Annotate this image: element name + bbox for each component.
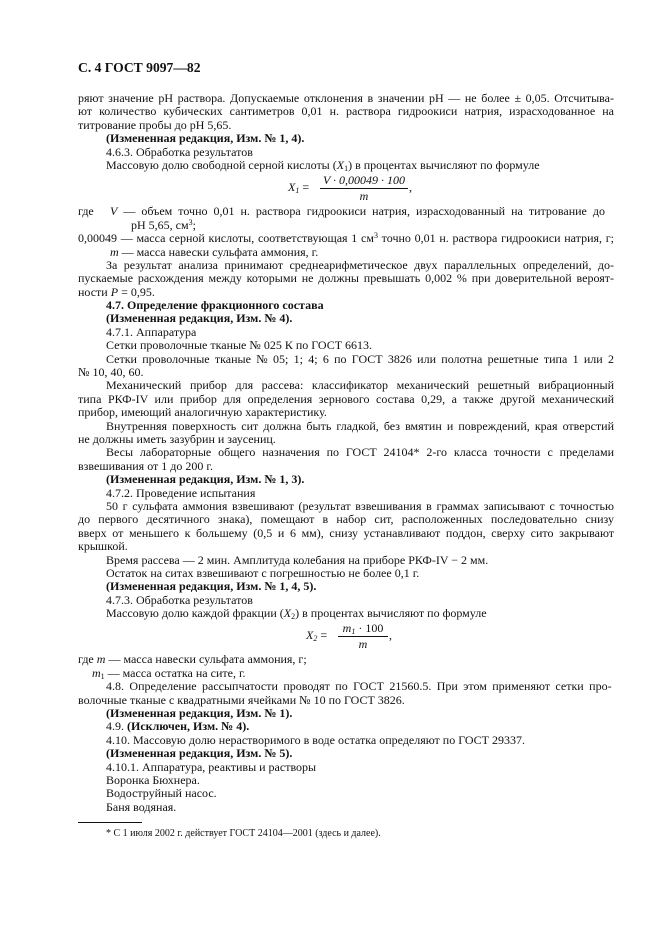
amendment-note: (Измененная редакция, Изм. № 1). bbox=[106, 706, 293, 721]
page-body bbox=[78, 92, 614, 814]
section-heading: 4.6.3. Обработка результатов bbox=[106, 144, 253, 159]
text-segment: (Исключен, Изм. № 4). bbox=[127, 719, 250, 734]
text-segment: · 100 bbox=[355, 621, 384, 636]
amendment-note: (Измененная редакция, Изм. № 1, 4, 5). bbox=[106, 579, 317, 594]
text-line: Весы лабораторные общего назначения по ГОСТ 24104* 2-го класса точности с пределами bbox=[106, 445, 614, 460]
text-line: Время рассева — 2 мин. Амплитуда колебания на приборе РКФ-IV − 2 мм. bbox=[106, 552, 489, 567]
text-line: титрование пробы до pH 5,65. bbox=[78, 117, 232, 132]
text-line: Внутренняя поверхность сит должна быть гладкой, без вмятин и повреждений, края отверстий bbox=[106, 418, 614, 433]
formula-lhs bbox=[306, 629, 327, 642]
text-segment: X bbox=[306, 628, 314, 643]
text-line: 4.10. Массовую долю нерастворимого в воде остатка определяют по ГОСТ 29337. bbox=[106, 732, 526, 747]
text-segment: — масса навески сульфата аммония, г; bbox=[105, 652, 307, 667]
text-segment: 1 bbox=[295, 186, 300, 196]
text-line: типа РКФ-IV или прибор для определения зернового состава 0,29, а также другой механический bbox=[78, 391, 614, 406]
text-segment: 0,00049 — масса серной кислоты, соответствующая 1 см bbox=[78, 231, 374, 246]
text-segment: Массовую долю каждой фракции ( bbox=[106, 606, 284, 621]
text: Массовую долю свободной серной кислоты ( bbox=[106, 157, 337, 172]
formula-x1 bbox=[78, 172, 614, 205]
text-line bbox=[110, 246, 510, 259]
text-line bbox=[78, 232, 614, 245]
text-line bbox=[92, 667, 614, 680]
text-line bbox=[106, 159, 614, 172]
text-segment: X bbox=[288, 180, 296, 195]
text-line: Остаток на ситах взвешивают с погрешностью не более 0,1 г. bbox=[106, 565, 420, 580]
formula-lhs bbox=[288, 181, 309, 194]
text-line: вверх от меньшего к большему (0,5 и 6 мм), снизу устанавливают поддон, сверху сито закрывают bbox=[78, 525, 614, 540]
amendment-note: (Измененная редакция, Изм. № 4). bbox=[106, 311, 293, 326]
text-segment: P bbox=[110, 284, 119, 299]
text-line: № 10, 40, 60. bbox=[78, 365, 144, 380]
text-segment: точно 0,01 н. раствора гидроокиси натрия, г; bbox=[377, 231, 614, 246]
section-heading: 4.7.3. Обработка результатов bbox=[106, 592, 253, 607]
section-heading: 4.7. Определение фракционного состава bbox=[106, 298, 324, 313]
text-line bbox=[78, 653, 614, 666]
text-segment: ) в процентах вычисляют по формуле bbox=[295, 606, 487, 621]
text-line: Сетки проволочные тканые № 025 К по ГОСТ 6613. bbox=[106, 338, 373, 353]
text-segment: ; bbox=[192, 217, 196, 232]
text-segment: = bbox=[302, 180, 310, 195]
formula-denominator: m bbox=[358, 637, 368, 652]
section-heading: 4.7.1. Аппаратура bbox=[106, 324, 197, 339]
formula-denominator: m bbox=[359, 189, 369, 204]
list-item: Водоструйный насос. bbox=[106, 786, 217, 801]
text-segment: ности bbox=[78, 284, 111, 299]
text-segment: = bbox=[320, 628, 328, 643]
formula-numerator: V · 0,00049 · 100 bbox=[322, 173, 406, 188]
amendment-note: (Измененная редакция, Изм. № 1, 4). bbox=[106, 131, 305, 146]
text-segment: 2 bbox=[313, 634, 318, 644]
text-segment: m bbox=[342, 621, 352, 636]
footnote: * С 1 июля 2002 г. действует ГОСТ 24104—2001 (здесь и далее). bbox=[106, 828, 381, 839]
text-segment: m bbox=[110, 244, 119, 259]
list-item: Баня водяная. bbox=[106, 799, 177, 814]
text-line: не должны иметь зазубрин и заусениц. bbox=[78, 431, 276, 446]
section-heading: 4.10.1. Аппаратура, реактивы и растворы bbox=[106, 759, 317, 774]
footnote-divider bbox=[78, 822, 142, 823]
where-row bbox=[78, 205, 614, 218]
text-segment: X bbox=[283, 606, 292, 621]
text-line bbox=[131, 219, 431, 232]
page-header: С. 4 ГОСТ 9097—82 bbox=[78, 60, 201, 75]
formula-tail: , bbox=[389, 628, 392, 643]
text-line: 50 г сульфата аммония взвешивают (результат взвешивания в граммах записывают с точностью bbox=[106, 498, 614, 513]
text-segment: 4.9. bbox=[106, 719, 127, 734]
text-line: ряют значение pH раствора. Допускаемые отклонения в значении pH — не более ± 0,05. Отсчитыва- bbox=[78, 91, 614, 105]
text-line bbox=[106, 607, 614, 620]
formula-tail: , bbox=[409, 180, 412, 195]
text-segment: — объем точно 0,01 н. раствора гидроокиси натрия, израсходованный на титрование до bbox=[117, 204, 605, 219]
text-segment: — масса навески сульфата аммония, г. bbox=[118, 244, 319, 259]
text-segment: = 0,95. bbox=[118, 284, 155, 299]
text-line: пускаемые расхождения между которыми не должны превышать 0,002 % при доверительной вероят- bbox=[78, 271, 614, 286]
text-line: волочные тканые с квадратными ячейками № 10 по ГОСТ 3826. bbox=[78, 692, 405, 707]
where-label: где bbox=[78, 204, 94, 219]
text: ) в процентах вычисляют по формуле bbox=[348, 157, 540, 172]
formula-numerator bbox=[338, 622, 388, 635]
amendment-note: (Измененная редакция, Изм. № 5). bbox=[106, 746, 293, 761]
text-segment: 2 bbox=[291, 612, 296, 622]
amendment-note: (Измененная редакция, Изм. № 1, 3). bbox=[106, 472, 305, 487]
formula-x2 bbox=[78, 620, 614, 653]
text-line bbox=[78, 286, 614, 299]
text-line: крышкой. bbox=[78, 539, 128, 554]
text-line: Механический прибор для рассева: классификатор механический решетный вибрационный bbox=[106, 378, 614, 393]
text-line: ют количество кубических сантиметров 0,01 н. раствора гидроокиси натрия, израсходованное на bbox=[78, 104, 614, 119]
text-line: 4.8. Определение рассыпчатости проводят по ГОСТ 21560.5. При этом применяют сетки про- bbox=[106, 679, 612, 694]
text-segment: m bbox=[92, 665, 101, 680]
text-segment: m bbox=[96, 652, 106, 667]
text-line: Сетки проволочные тканые № 05; 1; 4; 6 по ГОСТ 3826 или полотна решетные типа 1 или 2 bbox=[106, 351, 614, 366]
text-segment: где bbox=[78, 652, 97, 667]
text-segment: 3 bbox=[373, 231, 378, 241]
text-segment: 1 bbox=[100, 671, 105, 681]
text-line: За результат анализа принимают среднеарифметическое двух параллельных определений, до- bbox=[106, 257, 614, 272]
text-line bbox=[110, 205, 614, 218]
subscript: 1 bbox=[344, 163, 349, 173]
list-item: Воронка Бюхнера. bbox=[106, 772, 200, 787]
section-heading: 4.7.2. Проведение испытания bbox=[106, 485, 256, 500]
text-segment: pH 5,65, см bbox=[131, 217, 189, 232]
text-line: прибор, имеющий аналогичную характеристику. bbox=[78, 405, 327, 420]
variable: X bbox=[336, 157, 345, 172]
text-line: взвешивания от 1 до 200 г. bbox=[78, 458, 213, 473]
text-segment: 1 bbox=[351, 627, 356, 637]
text-segment: V bbox=[110, 204, 118, 219]
section-heading bbox=[106, 720, 614, 733]
text-segment: — масса остатка на сите, г. bbox=[104, 665, 246, 680]
text-line: до первого десятичного знака), помещают в набор сит, расположенных последовательно снизу bbox=[78, 512, 614, 527]
text-segment: 3 bbox=[188, 217, 193, 227]
